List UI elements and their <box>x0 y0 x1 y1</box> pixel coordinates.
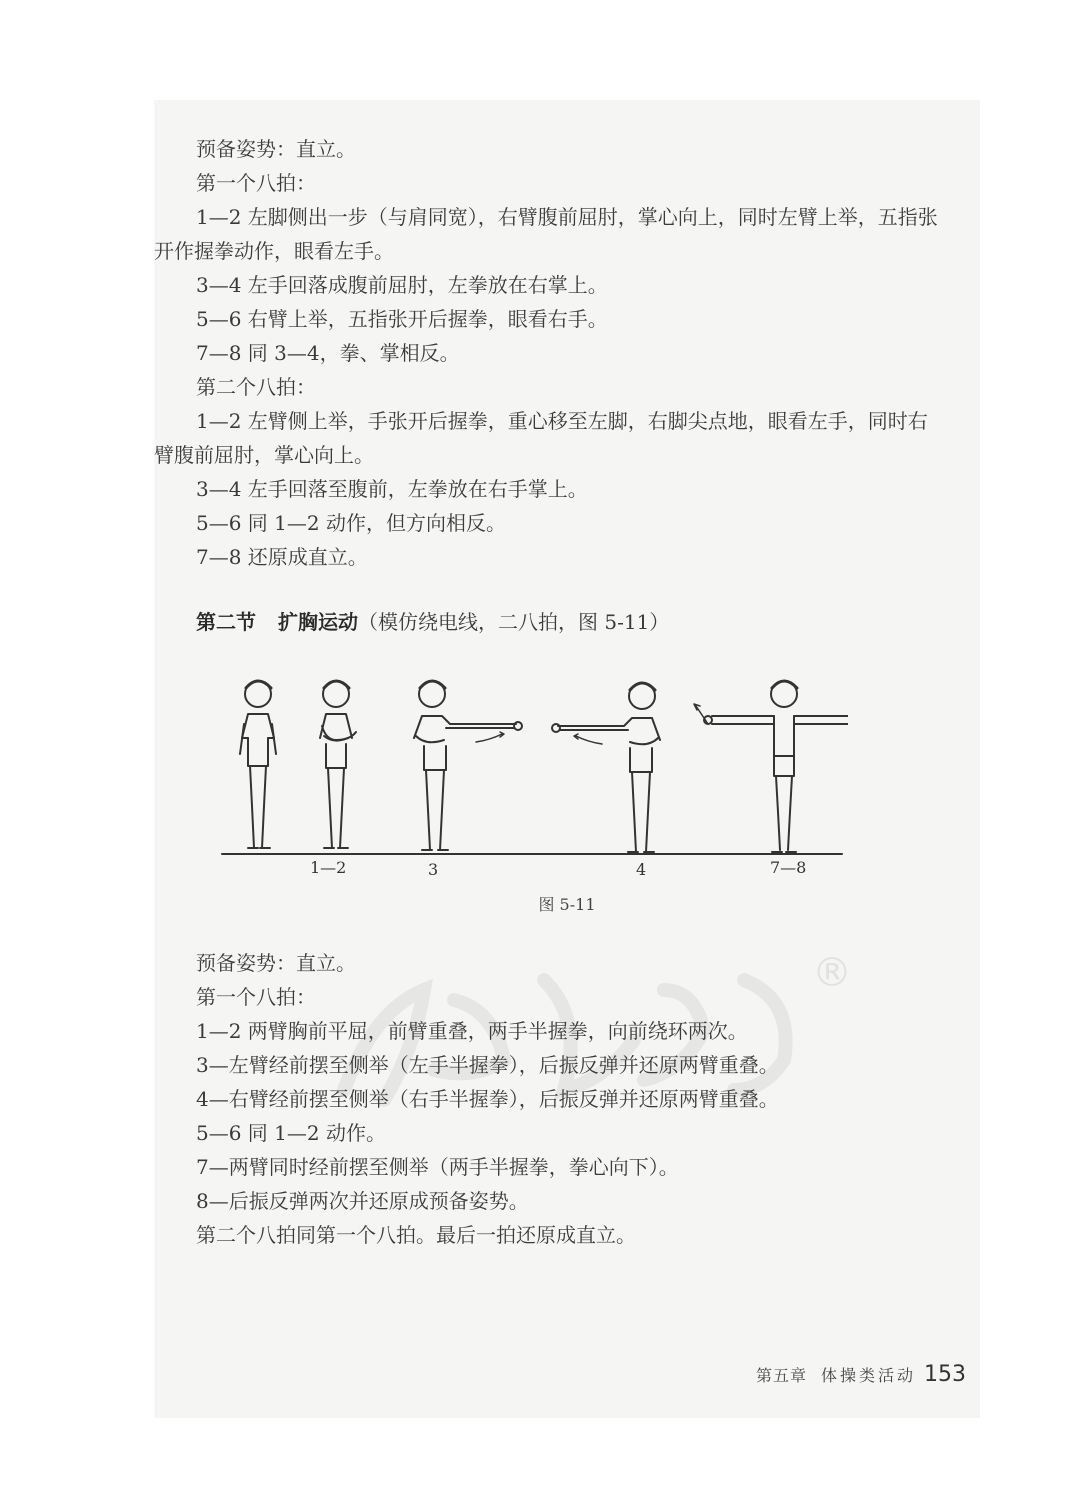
text-line: 7—8 同 3—4，拳、掌相反。 <box>196 341 460 365</box>
section-description: （模仿绕电线，二八拍，图 5-11） <box>358 610 670 634</box>
text-line: 5—6 右臂上举，五指张开后握拳，眼看右手。 <box>196 307 608 331</box>
figure-both-arms-side <box>694 681 848 852</box>
exercise-figure <box>218 666 848 880</box>
text-line: 4—右臂经前摆至侧举（右手半握拳），后振反弹并还原两臂重叠。 <box>196 1087 779 1111</box>
registered-mark: ® <box>812 950 852 996</box>
text-line: 1—2 左臂侧上举，手张开后握拳，重心移至左脚，右脚尖点地，眼看左手，同时右 <box>196 409 928 433</box>
section-name: 扩胸运动 <box>278 610 358 634</box>
page-number: 153 <box>924 1362 966 1387</box>
section-number: 第二节 <box>196 610 256 634</box>
figure-left-arm-side <box>414 681 522 850</box>
text-line: 开作握拳动作，眼看左手。 <box>154 239 394 263</box>
text-line: 第二个八拍同第一个八拍。最后一拍还原成直立。 <box>196 1223 636 1247</box>
exercise-illustration <box>218 666 848 880</box>
text-line: 预备姿势：直立。 <box>196 951 356 975</box>
text-line: 3—左臂经前摆至侧举（左手半握拳），后振反弹并还原两臂重叠。 <box>196 1053 779 1077</box>
instructions-block-2 <box>154 946 980 1252</box>
figure-caption: 图 5-11 <box>538 895 596 914</box>
text-line: 8—后振反弹两次并还原成预备姿势。 <box>196 1189 529 1213</box>
figure-arms-bent <box>320 681 356 848</box>
text-line: 3—4 左手回落至腹前，左拳放在右手掌上。 <box>196 477 588 501</box>
text-line: 7—8 还原成直立。 <box>196 545 368 569</box>
section-heading <box>196 606 669 635</box>
text-line: 3—4 左手回落成腹前屈肘，左拳放在右掌上。 <box>196 273 608 297</box>
text-line: 5—6 同 1—2 动作，但方向相反。 <box>196 511 506 535</box>
textbook-page <box>154 100 980 1418</box>
figure-label: 7—8 <box>770 858 807 877</box>
text-line: 第二个八拍： <box>196 375 316 399</box>
figure-right-arm-side <box>552 683 660 852</box>
text-line: 1—2 两臂胸前平屈，前臂重叠，两手半握拳，向前绕环两次。 <box>196 1019 748 1043</box>
text-line: 第一个八拍： <box>196 985 316 1009</box>
chapter-title: 体操类活动 <box>820 1366 916 1385</box>
text-line: 7—两臂同时经前摆至侧举（两手半握拳，拳心向下）。 <box>196 1155 679 1179</box>
text-line: 臂腹前屈肘，掌心向上。 <box>154 443 374 467</box>
figure-label: 4 <box>636 860 647 879</box>
text-line: 预备姿势：直立。 <box>196 137 356 161</box>
text-line: 1—2 左脚侧出一步（与肩同宽），右臂腹前屈肘，掌心向上，同时左臂上举，五指张 <box>196 205 938 229</box>
figure-label: 3 <box>428 860 439 879</box>
figure-standing <box>240 681 276 848</box>
text-line: 5—6 同 1—2 动作。 <box>196 1121 386 1145</box>
figure-label: 1—2 <box>310 858 347 877</box>
text-line: 第一个八拍： <box>196 171 316 195</box>
instructions-block-1 <box>154 132 980 574</box>
page-footer <box>756 1362 966 1387</box>
chapter-number: 第五章 <box>755 1366 807 1385</box>
